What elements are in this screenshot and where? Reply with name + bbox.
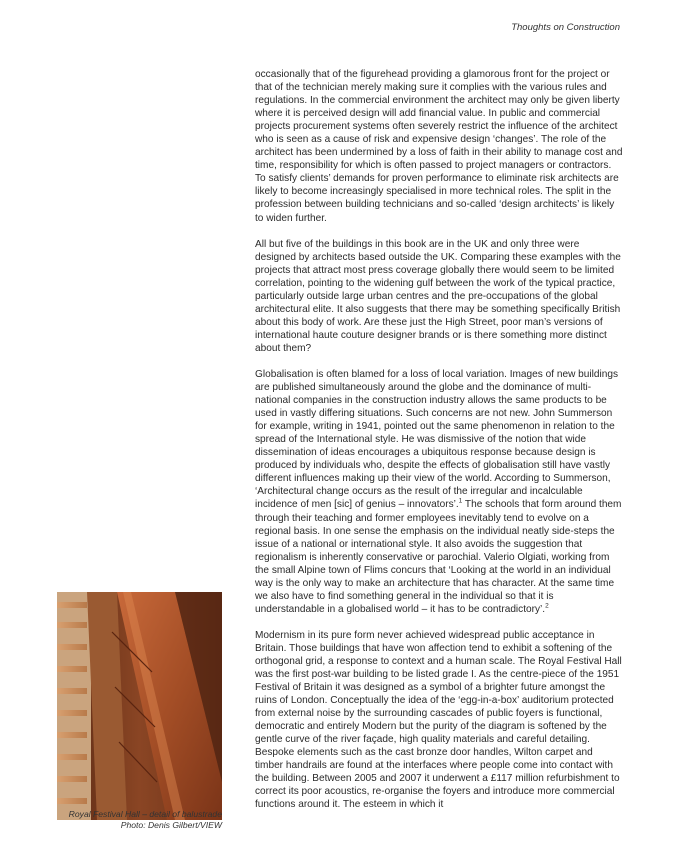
paragraph-4: Modernism in its pure form never achieved widespread public acceptance in Britain. Those buildings that have won affection tend to exhibit a softening of the orthogonal grid, a response to context and a human scale. The Royal Festival Hall was the first post-war building to be listed grade I. As the centre-piece of the 1951 Festival of Britain it was designed as a symbol of a brighter future amongst the ruins of London. Conceptually the idea of the ‘egg-in-a-box’ auditorium protected from external noise by the surrounding cascades of public foyers is functional, democratic and entirely Modern but the purity of the diagram is softened by the gentle curve of the river façade, high quality materials and careful detailing. Bespoke elements such as the cast bronze door handles, Wilton carpet and timber handrails are found at the interfaces where people come into contact with the building. Between 2005 and 2007 it underwent a £117 million refurbishment to correct its poor acoustics, re-organise the foyers and introduce more commercial functions around it. The esteem in which it (255, 629, 622, 811)
balustrade-photo (57, 592, 222, 820)
paragraph-3-part-b: The schools that form around them through their teaching and former employees inevitably tend to evolve on a regional basis. In one sense the emphasis on the individual neatly side-steps the issue of a national or international style. It also avoids the suggestion that regionalism is inherently conservative or parochial. Valerio Olgiati, working from the small Alpine town of Flims concurs that ‘Looking at the world in an individual way is the only way to make an architecture that has character. At the same time we also have to find something general in the individual so that it is understandable in a globalised world – it has to be contradictory’. (255, 499, 622, 615)
balustrade-photo-illustration (57, 592, 222, 820)
paragraph-2: All but five of the buildings in this book are in the UK and only three were designed by architects based outside the UK. Comparing these examples with the projects that attract most press coverage globally there would seem to be limited correlation, pointing to the widening gulf between the work of the typical practice, particularly outside large urban centres and the pre-occupations of the global architectural elite. It also suggests that there may be something specifically British about this body of work. Are these just the High Street, poor man’s versions of international haute couture designer brands or is there something more distinct about them? (255, 238, 621, 354)
paragraph-1: occasionally that of the figurehead providing a glamorous front for the project or that of the technician merely making sure it complies with the various rules and regulations. In the commercial environment the architect may only be given liberty where it is perceived design will add financial value. In public and commercial projects procurement systems often severely restrict the influence of the architect who is seen as a cause of risk and expensive design ‘changes’. The role of the architect has been undermined by a loss of faith in their ability to manage cost and time, responsibility for which is often passed to project managers or contractors. To satisfy clients’ demands for proven performance to eliminate risk architects are likely to become increasingly specialised in more technical roles. The split in the profession between building technicians and so-called ‘design architects’ is likely to widen further. (255, 69, 623, 224)
photo-caption (30, 809, 222, 831)
body-text-column (255, 68, 623, 825)
footnote-ref-2: 2 (545, 602, 549, 610)
caption-title: Royal Festival Hall – detail of balustrade (68, 809, 222, 819)
paragraph-3-part-a: Globalisation is often blamed for a loss of local variation. Images of new buildings are published simultaneously around the globe and the dominance of multi-national companies in the construction industry allows the same products to be used in vastly differing situations. Such concerns are not new. John Summerson for example, writing in 1941, pointed out the same phenomenon in relation to the spread of the International style. He was dismissive of the notion that wide dissemination of ideas encourages a ubiquitous response because design is produced by individuals who, despite the effects of globalisation still have vastly different influences making up their view of the world. According to Summerson, ‘Architectural change occurs as the result of the irregular and incalculable incidence of men [sic] of genius – innovators’. (255, 368, 619, 511)
footnote-ref-1: 1 (458, 498, 463, 506)
paragraph-3 (255, 368, 623, 616)
running-head: Thoughts on Construction (511, 22, 620, 33)
caption-credit: Photo: Denis Gilbert/VIEW (120, 820, 222, 830)
